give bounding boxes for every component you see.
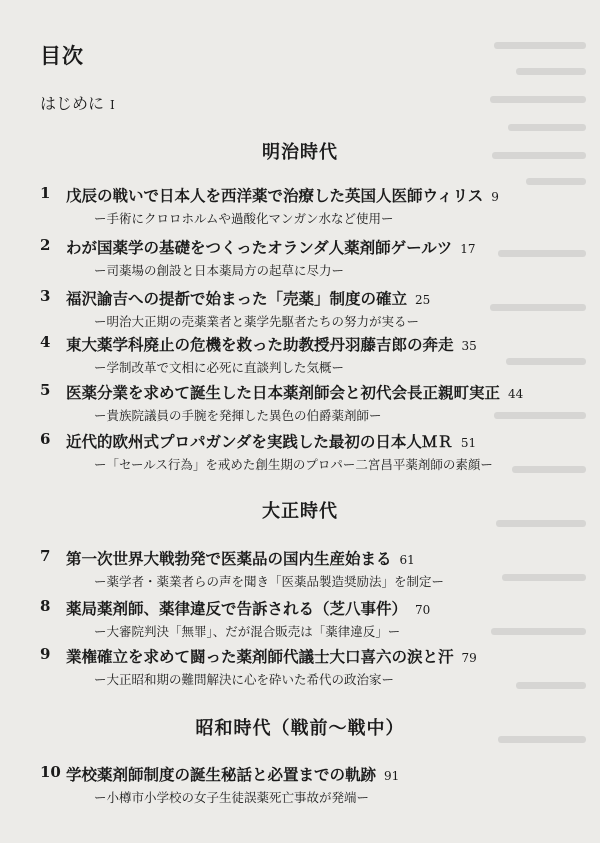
- entry-subtitle: ー司薬場の創設と日本薬局方の起草に尽力ー: [94, 263, 345, 278]
- entry-title: 業権確立を求めて闘った薬剤師代議士大口喜六の涙と汗 79: [66, 647, 477, 666]
- entry-subtitle: ー大審院判決「無罪」、だが混合販売は「薬律違反」ー: [94, 624, 401, 639]
- intro-entry[interactable]: [40, 91, 115, 114]
- section-heading-showa: 昭和時代（戦前〜戦中）: [195, 718, 405, 739]
- entry-number: 8: [40, 597, 51, 615]
- entry-number: 3: [40, 287, 51, 305]
- entry-subtitle: ー貴族院議員の手腕を発揮した異色の伯爵薬剤師ー: [94, 408, 382, 423]
- entry-subtitle: ー「セールス行為」を戒めた創生期のプロパー二宮昌平薬剤師の素顔ー: [94, 457, 493, 472]
- entry-title: 東大薬学科廃止の危機を救った助教授丹羽藤吉郎の奔走 35: [66, 335, 477, 354]
- entry-page-number: 51: [460, 436, 477, 450]
- entry-title: 近代的欧州式プロパガンダを実践した最初の日本人ＭＲ 51: [66, 432, 477, 451]
- entry-title: 薬局薬剤師、薬律違反で告訴される（芝八事件） 70: [66, 599, 431, 618]
- entry-subtitle: ー大正昭和期の難問解決に心を砕いた希代の政治家ー: [94, 672, 395, 687]
- entry-page-number: 17: [460, 242, 476, 256]
- entry-subtitle: ー小樽市小学校の女子生徒誤薬死亡事故が発端ー: [94, 790, 370, 805]
- section-heading-taisho: 大正時代: [262, 501, 338, 522]
- intro-page-number: I: [110, 98, 115, 112]
- entry-page-number: 70: [415, 603, 431, 617]
- entry-number: 2: [40, 236, 51, 254]
- entry-subtitle: ー明治大正期の売薬業者と薬学先駆者たちの努力が実るー: [94, 314, 420, 329]
- entry-subtitle: ー手術にクロロホルムや過酸化マンガン水など使用ー: [94, 211, 394, 226]
- entry-page-number: 61: [399, 553, 415, 567]
- entry-page-number: 44: [508, 387, 524, 401]
- entry-number: 10: [40, 763, 61, 781]
- entry-page-number: 35: [461, 339, 477, 353]
- entry-page-number: 91: [384, 769, 400, 783]
- entry-title: 医薬分業を求めて誕生した日本薬剤師会と初代会長正親町実正 44: [66, 383, 524, 402]
- entry-page-number: 79: [461, 651, 477, 665]
- entry-title: 第一次世界大戦勃発で医薬品の国内生産始まる 61: [66, 549, 415, 568]
- toc-title: 目次: [40, 43, 84, 68]
- entry-number: 6: [40, 430, 51, 448]
- entry-number: 1: [40, 184, 51, 202]
- entry-number: 5: [40, 381, 51, 399]
- entry-title: わが国薬学の基礎をつくったオランダ人薬剤師ゲールツ 17: [66, 238, 476, 257]
- entry-title: 戊辰の戦いで日本人を西洋薬で治療した英国人医師ウィリス 9: [66, 186, 499, 205]
- entry-title: 福沢諭吉への提斱で始まった「売薬」制度の確立 25: [66, 289, 431, 308]
- entry-number: 7: [40, 547, 51, 565]
- entry-subtitle: ー薬学者・薬業者らの声を聞き「医薬品製造奨励法」を制定ー: [94, 574, 445, 589]
- entry-subtitle: ー学制改革で文相に必死に直談判した気概ー: [94, 360, 345, 375]
- entry-title: 学校薬剤師制度の誕生秘話と必置までの軌跡 91: [66, 765, 400, 784]
- entry-page-number: 9: [491, 190, 499, 204]
- section-heading-meiji: 明治時代: [262, 142, 338, 163]
- entry-page-number: 25: [415, 293, 431, 307]
- entry-number: 4: [40, 333, 51, 351]
- intro-label: はじめに: [40, 94, 105, 113]
- entry-number: 9: [40, 645, 51, 663]
